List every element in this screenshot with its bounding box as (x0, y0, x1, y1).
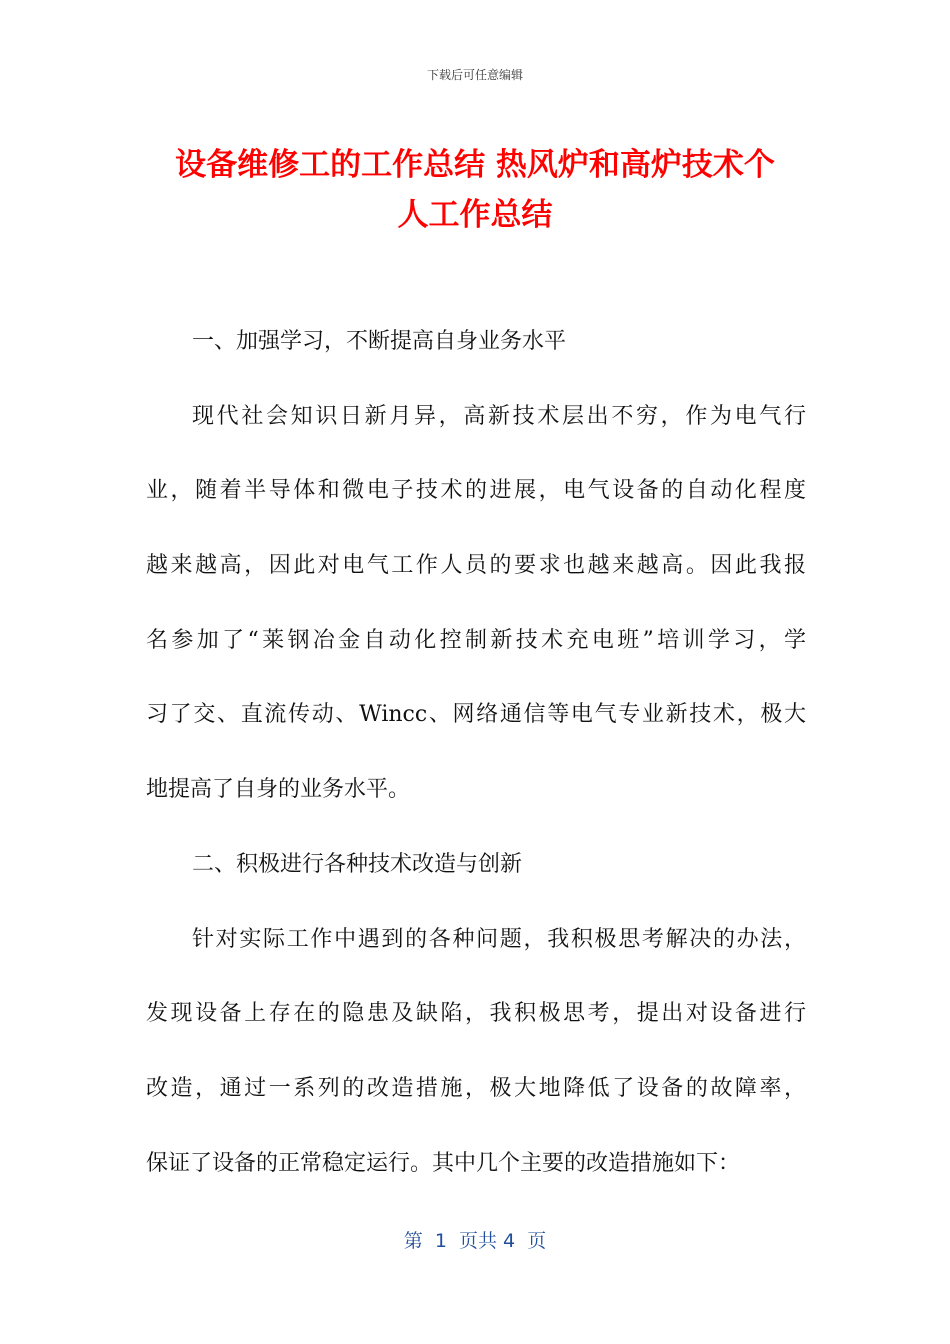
page-footer: 第 1 页共 4 页 (403, 1230, 547, 1252)
title-line-2: 人工作总结 (397, 197, 553, 233)
body-line: 现代社会知识日新月异，高新技术层出不穷，作为电气行 (192, 403, 806, 429)
body-line: 名参加了“莱钢冶金自动化控制新技术充电班”培训学习，学 (146, 627, 806, 653)
document-body (146, 305, 806, 1201)
section-heading-1: 一、加强学习，不断提高自身业务水平 (192, 329, 567, 354)
body-line: 针对实际工作中遇到的各种问题，我积极思考解决的办法， (192, 926, 806, 952)
body-line: 保证了设备的正常稳定运行。其中几个主要的改造措施如下： (146, 1150, 741, 1176)
body-line: 业，随着半导体和微电子技术的进展，电气设备的自动化程度 (146, 478, 806, 504)
body-line: 习了交、直流传动、Wincc、网络通信等电气专业新技术，极大 (146, 702, 806, 728)
body-line: 改造，通过一系列的改造措施，极大地降低了设备的故障率， (146, 1075, 806, 1101)
section-heading-2: 二、积极进行各种技术改造与创新 (192, 851, 523, 877)
page-header: 下载后可任意编辑 (426, 68, 523, 82)
document-title (100, 140, 850, 240)
body-line: 越来越高，因此对电气工作人员的要求也越来越高。因此我报 (146, 553, 806, 579)
title-line-1: 设备维修工的工作总结 热风炉和高炉技术个 (175, 147, 775, 183)
body-line: 发现设备上存在的隐患及缺陷，我积极思考，提出对设备进行 (146, 1001, 806, 1027)
body-line: 地提高了自身的业务水平。 (146, 777, 411, 803)
